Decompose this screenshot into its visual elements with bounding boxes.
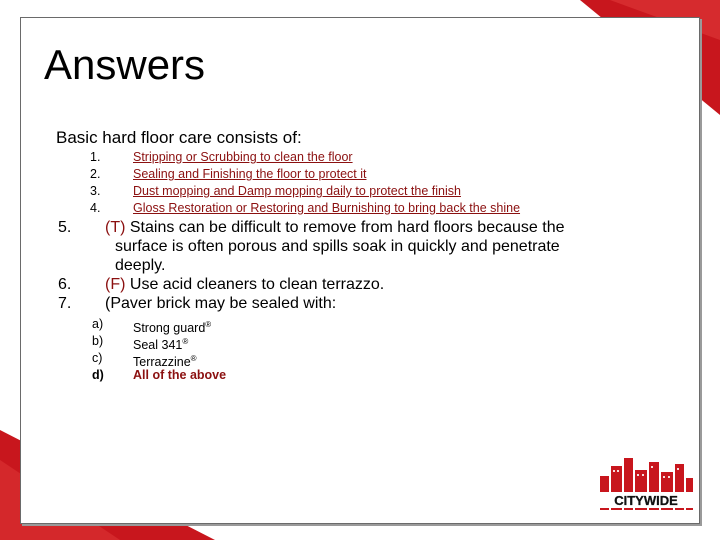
option-letter: c) — [92, 351, 103, 365]
question-text: (Paver brick may be sealed with: — [105, 295, 337, 312]
question-body — [105, 218, 564, 275]
step-text: Gloss Restoration or Restoring and Burnishing to bring back the shine — [133, 201, 521, 215]
step-text: Dust mopping and Damp mopping daily to protect the finish — [133, 184, 461, 198]
question-number: 6. — [58, 276, 72, 293]
question-body — [105, 294, 336, 313]
option-letter: b) — [92, 334, 104, 348]
citywide-logo — [596, 456, 696, 518]
registered-mark: ® — [205, 320, 212, 329]
step-number: 1. — [90, 150, 101, 164]
question-text-line2: surface is often porous and spills soak in quickly and penetrate — [115, 238, 560, 255]
answer-label: (F) — [105, 276, 126, 293]
question-text-line3: deeply. — [115, 257, 166, 274]
question-body — [105, 275, 384, 294]
step-number: 4. — [90, 201, 101, 215]
question-7 — [58, 294, 658, 314]
question-6 — [58, 275, 658, 295]
question-5 — [58, 218, 658, 278]
step-number: 2. — [90, 167, 101, 181]
step-number: 3. — [90, 184, 101, 198]
question-text: Use acid cleaners to clean terrazzo. — [125, 276, 385, 293]
step-text: Sealing and Finishing the floor to protect it — [133, 167, 367, 181]
step-text: Stripping or Scrubbing to clean the floor — [133, 150, 353, 164]
question-number: 5. — [58, 219, 72, 236]
intro-text: Basic hard floor care consists of: — [56, 128, 302, 147]
answer-label: (T) — [105, 219, 126, 236]
option-letter: d) — [92, 368, 104, 382]
question-text: Stains can be difficult to remove from hard floors because the — [125, 219, 565, 236]
option-letter: a) — [92, 317, 104, 331]
slide-title: Answers — [44, 41, 206, 88]
logo-wordmark: CITYWIDE — [614, 493, 678, 508]
option-text: Strong guard — [133, 321, 206, 336]
registered-mark: ® — [182, 337, 189, 346]
option-text: All of the above — [133, 368, 227, 382]
registered-mark: ® — [190, 354, 197, 363]
option-text: Seal 341 — [133, 338, 183, 353]
question-number: 7. — [58, 295, 72, 312]
option-text: Terrazzine — [133, 355, 191, 370]
